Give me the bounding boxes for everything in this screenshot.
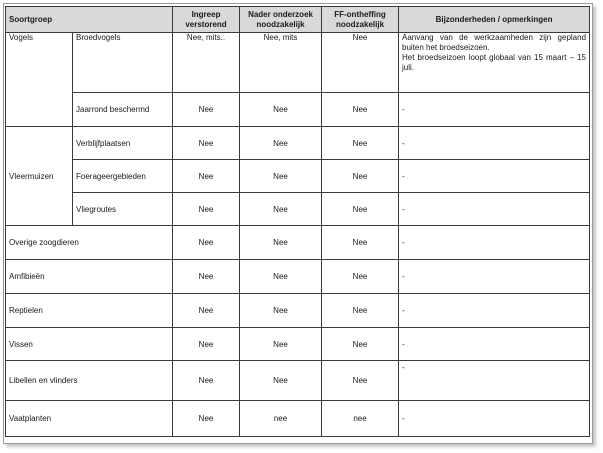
cell-ingreep: Nee [173,260,240,294]
cell-ff: Nee [322,93,399,127]
table-row [6,226,590,260]
cell-ingreep: Nee [173,401,240,437]
cell-ingreep: Nee [173,127,240,160]
header-ff-ontheffing: FF-ontheffing noodzakelijk [322,7,399,33]
cell-nader: Nee [240,226,322,260]
cell-nader: Nee, mits [240,33,322,93]
soortgroep-table [5,6,590,437]
cell-note: - [399,361,590,401]
table-row [6,93,590,127]
table-row [6,361,590,401]
table-row [6,193,590,226]
cell-note: Aanvang van de werkzaamheden zijn gepland buiten het broedseizoen. Het broedseizoen loopt globaal van 15 maart – 15 juli. [399,33,590,93]
cell-ff: Nee [322,33,399,93]
cell-note: - [399,160,590,193]
sub-vliegroutes: Vliegroutes [73,193,173,226]
cell-note: - [399,93,590,127]
cell-ingreep: Nee, mits.. [173,33,240,93]
cell-ingreep: Nee [173,361,240,401]
cell-ff: Nee [322,193,399,226]
cell-ingreep: Nee [173,193,240,226]
cell-nader: Nee [240,160,322,193]
header-bijzonderheden: Bijzonderheden / opmerkingen [399,7,590,33]
cell-note: - [399,226,590,260]
header-soortgroep: Soortgroep [6,7,173,33]
cell-ingreep: Nee [173,160,240,193]
header-ingreep: Ingreep verstorend [173,7,240,33]
cell-ingreep: Nee [173,93,240,127]
cell-ff: nee [322,401,399,437]
group-overige-zoogdieren: Overige zoogdieren [6,226,173,260]
group-vleermuizen: Vleermuizen [6,127,73,226]
cell-nader: nee [240,401,322,437]
group-libellen-vlinders: Libellen en vlinders [6,361,173,401]
cell-nader: Nee [240,193,322,226]
table-row [6,260,590,294]
group-reptielen: Reptielen [6,294,173,328]
sub-foerageergebieden: Foerageergebieden [73,160,173,193]
sub-jaarrond: Jaarrond beschermd [73,93,173,127]
cell-nader: Nee [240,93,322,127]
cell-note: - [399,127,590,160]
cell-ff: Nee [322,127,399,160]
header-nader-onderzoek: Nader onderzoek noodzakelijk [240,7,322,33]
table-row [6,294,590,328]
cell-note: - [399,294,590,328]
cell-note: - [399,193,590,226]
cell-note: - [399,328,590,361]
cell-ff: Nee [322,294,399,328]
cell-ingreep: Nee [173,328,240,361]
cell-nader: Nee [240,127,322,160]
sub-verblijfplaatsen: Verblijfplaatsen [73,127,173,160]
cell-nader: Nee [240,294,322,328]
table-row [6,127,590,160]
cell-note: - [399,401,590,437]
cell-note: - [399,260,590,294]
cell-ff: Nee [322,160,399,193]
table-row [6,160,590,193]
group-vissen: Vissen [6,328,173,361]
table-row [6,401,590,437]
table-row [6,33,590,93]
cell-ff: Nee [322,361,399,401]
table-header-row [6,7,590,33]
cell-ff: Nee [322,226,399,260]
cell-ingreep: Nee [173,294,240,328]
cell-ingreep: Nee [173,226,240,260]
cell-nader: Nee [240,328,322,361]
cell-ff: Nee [322,328,399,361]
cell-nader: Nee [240,361,322,401]
group-vaatplanten: Vaatplanten [6,401,173,437]
cell-ff: Nee [322,260,399,294]
sub-broedvogels: Broedvogels [73,33,173,93]
table-row [6,328,590,361]
cell-nader: Nee [240,260,322,294]
group-amfibieen: Amfibieën [6,260,173,294]
group-vogels: Vogels [6,33,73,127]
